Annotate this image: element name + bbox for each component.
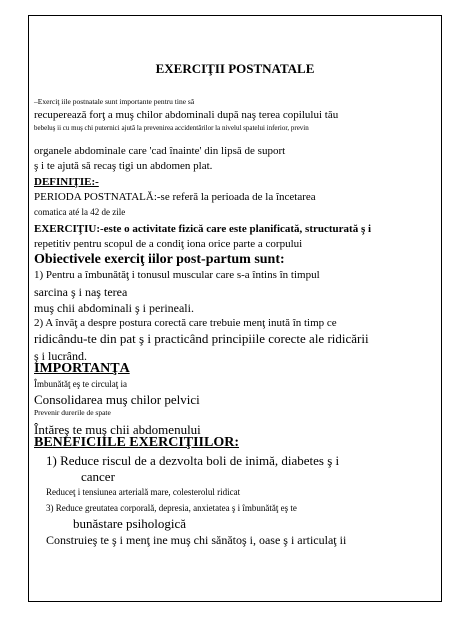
document-page xyxy=(28,15,442,602)
objective-line: 2) A învăţ a despre postura corectă care trebuie menţ inută în timp ce xyxy=(34,317,337,329)
benefit-item: bunăstare psihologică xyxy=(73,516,186,531)
exercise-definition: repetitiv pentru scopul de a condiţ iona orice parte a corpului xyxy=(34,238,303,250)
benefit-item: 1) Reduce riscul de a dezvolta boli de inimă, diabetes ş i xyxy=(46,453,340,468)
importance-item: Consolidarea muş chilor pelvici xyxy=(34,392,200,407)
importance-heading: IMPORTANŢA xyxy=(34,361,130,376)
objective-line: 1) Pentru a îmbunătăţ i tonusul muscular care s-a întins în timpul xyxy=(34,269,320,281)
benefit-item: Reduceţ i tensiunea arterială mare, colesterolul ridicat xyxy=(46,487,241,497)
definition-heading: DEFINIŢIE:- xyxy=(34,176,99,188)
definition-line: comatica até la 42 de zile xyxy=(34,207,126,217)
intro-line: recuperează forţ a muş chilor abdominali după naş terea copilului tău xyxy=(34,109,339,121)
intro-line: organele abdominale care 'cad înainte' din lipsă de suport xyxy=(34,145,286,157)
benefits-heading: BENEFICIILE EXERCIŢIILOR: xyxy=(34,435,239,450)
benefit-item: Construieş te ş i menţ ine muş chi sănătoş i, oase ş i articulaţ ii xyxy=(46,533,347,547)
importance-item: Întăreş te muş chii abdomenului xyxy=(34,422,201,437)
objective-line: ş i lucrând. xyxy=(34,349,87,363)
benefit-item: cancer xyxy=(81,469,115,484)
document-title: EXERCIŢII POSTNATALE xyxy=(155,61,315,76)
objectives-heading: Obiectivele exerciţ iilor post-partum sunt: xyxy=(34,252,285,267)
objective-line: ridicându-te din pat ş i practicând principiile corecte ale ridicării xyxy=(34,331,369,346)
importance-item: Prevenir durerile de spate xyxy=(34,408,111,417)
intro-line: bebeluş ii cu muş chi puternici ajută la prevenirea accidentărilor la nivelul spatelui inferior, previn xyxy=(34,124,309,132)
benefit-item: 3) Reduce greutatea corporală, depresia, anxietatea ş i îmbunătăţ eş te xyxy=(46,503,297,513)
objective-line: sarcina ş i naş terea xyxy=(34,285,128,299)
definition-line: PERIODA POSTNATALĂ:-se referă la perioada de la încetarea xyxy=(34,191,316,203)
intro-line: ş i te ajută să recaş tigi un abdomen plat. xyxy=(34,160,213,172)
objective-line: muş chii abdominali ş i perineali. xyxy=(34,301,194,315)
importance-item: Îmbunătăţ eş te circulaţ ia xyxy=(34,379,127,389)
exercise-definition: EXERCIŢIU:-este o activitate fizică care este planificată, structurată ş i xyxy=(34,223,372,235)
intro-line: –Exerciţ iile postnatale sunt importante pentru tine să xyxy=(34,97,195,106)
